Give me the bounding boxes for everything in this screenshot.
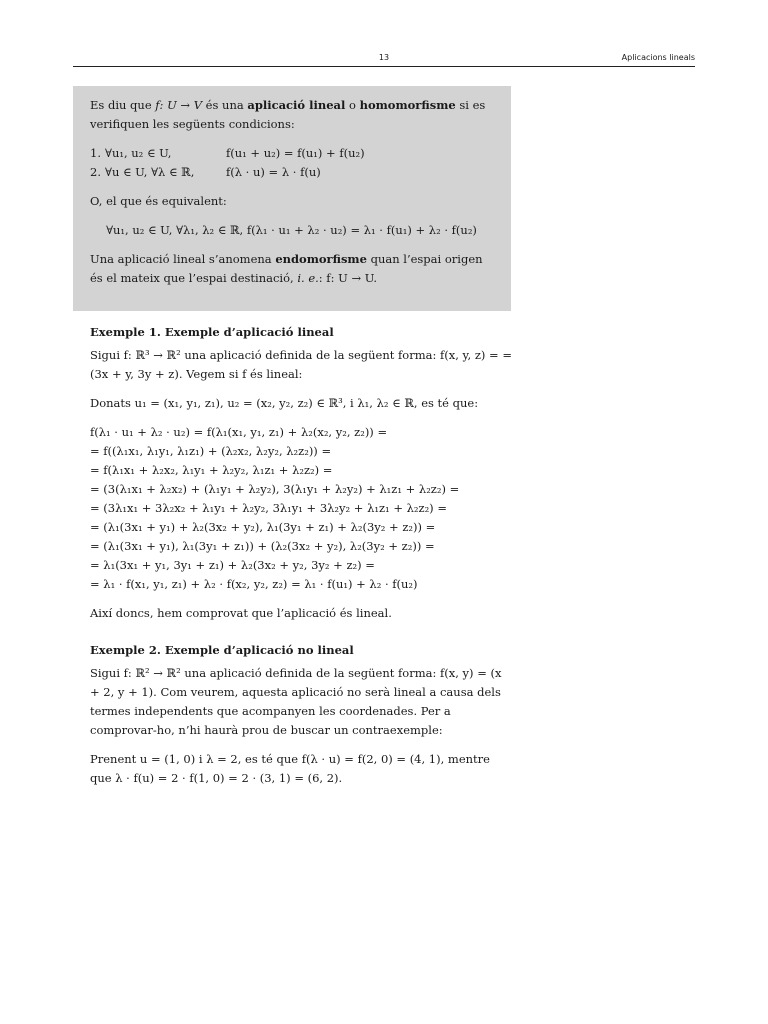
equivalent-formula: ∀u₁, u₂ ∈ U, ∀λ₁, λ₂ ∈ ℝ, f(λ₁ · u₁ + λ₂ · u₂) = λ₁ · f(u₁) + λ₂ · f(u₂) [106,223,477,237]
derivation-line: = (λ₁(3x₁ + y₁) + λ₂(3x₂ + y₂), λ₁(3y₁ + z₁) + λ₂(3y₂ + z₂)) = [90,520,436,534]
endomorphism-definition [90,250,493,288]
term-linear-map: aplicació lineal [247,98,346,112]
condition-number: 2. [90,165,101,179]
intro-text-4: si es verifiquen les següents condicions: [90,98,486,131]
condition-1 [90,144,493,163]
term-endomorphism: endomorfisme [275,252,367,266]
equivalent-text: O, el que és equivalent: [90,194,227,208]
example1-conclusion: Així doncs, hem comprovat que l’aplicació és lineal. [90,606,392,620]
condition-formula: f(u₁ + u₂) = f(u₁) + f(u₂) [226,146,365,160]
condition-formula: f(λ · u) = λ · f(u) [226,165,321,179]
derivation-line: = (λ₁(3x₁ + y₁), λ₁(3y₁ + z₁)) + (λ₂(3x₂ + y₂), λ₂(3y₂ + z₂)) = [90,539,435,553]
example1-statement: Sigui f: ℝ³ → ℝ² una aplicació definida de la següent forma: f(x, y, z) = = (3x + y, 3y + z). Vegem si f és lineal: [90,348,512,381]
intro-text-3: o [345,98,360,112]
derivation-line: = (3λ₁x₁ + 3λ₂x₂ + λ₁y₁ + λ₂y₂, 3λ₁y₁ + 3λ₂y₂ + λ₁z₁ + λ₂z₂) = [90,501,447,515]
intro-text-2: és una [202,98,248,112]
derivation-line: f(λ₁ · u₁ + λ₂ · u₂) = f(λ₁(x₁, y₁, z₁) + λ₂(x₂, y₂, z₂)) = [90,425,388,439]
term-homomorphism: homomorfisme [359,98,456,112]
example1-title: Exemple 1. Exemple d’aplicació lineal [90,325,334,339]
intro-map: f: U → V [155,98,203,112]
condition-number: 1. [90,146,101,160]
page-number: 13 [378,53,390,62]
condition-quantifier: ∀u₁, u₂ ∈ U, [105,146,172,160]
endo-text: Una aplicació lineal s’anomena [90,252,276,266]
page-header [73,52,695,67]
derivation-line: = λ₁(3x₁ + y₁, 3y₁ + z₁) + λ₂(3x₂ + y₂, 3y₂ + z₂) = [90,558,375,572]
endo-text-3: : f: U → U. [318,271,378,285]
endo-text-2: quan l’espai origen és el mateix que l’espai destinació, [90,252,483,285]
main-content [90,323,512,788]
derivation-line: = λ₁ · f(x₁, y₁, z₁) + λ₂ · f(x₂, y₂, z₂) = λ₁ · f(u₁) + λ₂ · f(u₂) [90,577,418,591]
example1-derivation [90,423,512,594]
condition-quantifier: ∀u ∈ U, ∀λ ∈ ℝ, [105,165,195,179]
running-title: Aplicacions lineals [621,53,695,62]
derivation-line: = f(λ₁x₁ + λ₂x₂, λ₁y₁ + λ₂y₂, λ₁z₁ + λ₂z₂) = [90,463,333,477]
intro-text: Es diu que [90,98,156,112]
endo-ie: i. e. [297,271,319,285]
example2-title: Exemple 2. Exemple d’aplicació no lineal [90,643,354,657]
example2-statement: Sigui f: ℝ² → ℝ² una aplicació definida de la següent forma: f(x, y) = (x + 2, y + 1). Com veurem, aquesta aplicació no serà lineal a causa dels termes independents que acompanyen les coordenades. Per a comprovar-ho, n’hi haurà prou de buscar un contraexemple: [90,666,502,737]
definition-box [73,86,511,311]
derivation-line: = (3(λ₁x₁ + λ₂x₂) + (λ₁y₁ + λ₂y₂), 3(λ₁y₁ + λ₂y₂) + λ₁z₁ + λ₂z₂) = [90,482,460,496]
condition-2 [90,163,493,182]
example1-given: Donats u₁ = (x₁, y₁, z₁), u₂ = (x₂, y₂, z₂) ∈ ℝ³, i λ₁, λ₂ ∈ ℝ, es té que: [90,396,479,410]
definition-intro [90,96,493,134]
example2-counterexample: Prenent u = (1, 0) i λ = 2, es té que f(λ · u) = f(2, 0) = (4, 1), mentre que λ · f(u) = 2 · f(1, 0) = 2 · (3, 1) = (6, 2). [90,752,490,785]
derivation-line: = f((λ₁x₁, λ₁y₁, λ₁z₁) + (λ₂x₂, λ₂y₂, λ₂z₂)) = [90,444,332,458]
